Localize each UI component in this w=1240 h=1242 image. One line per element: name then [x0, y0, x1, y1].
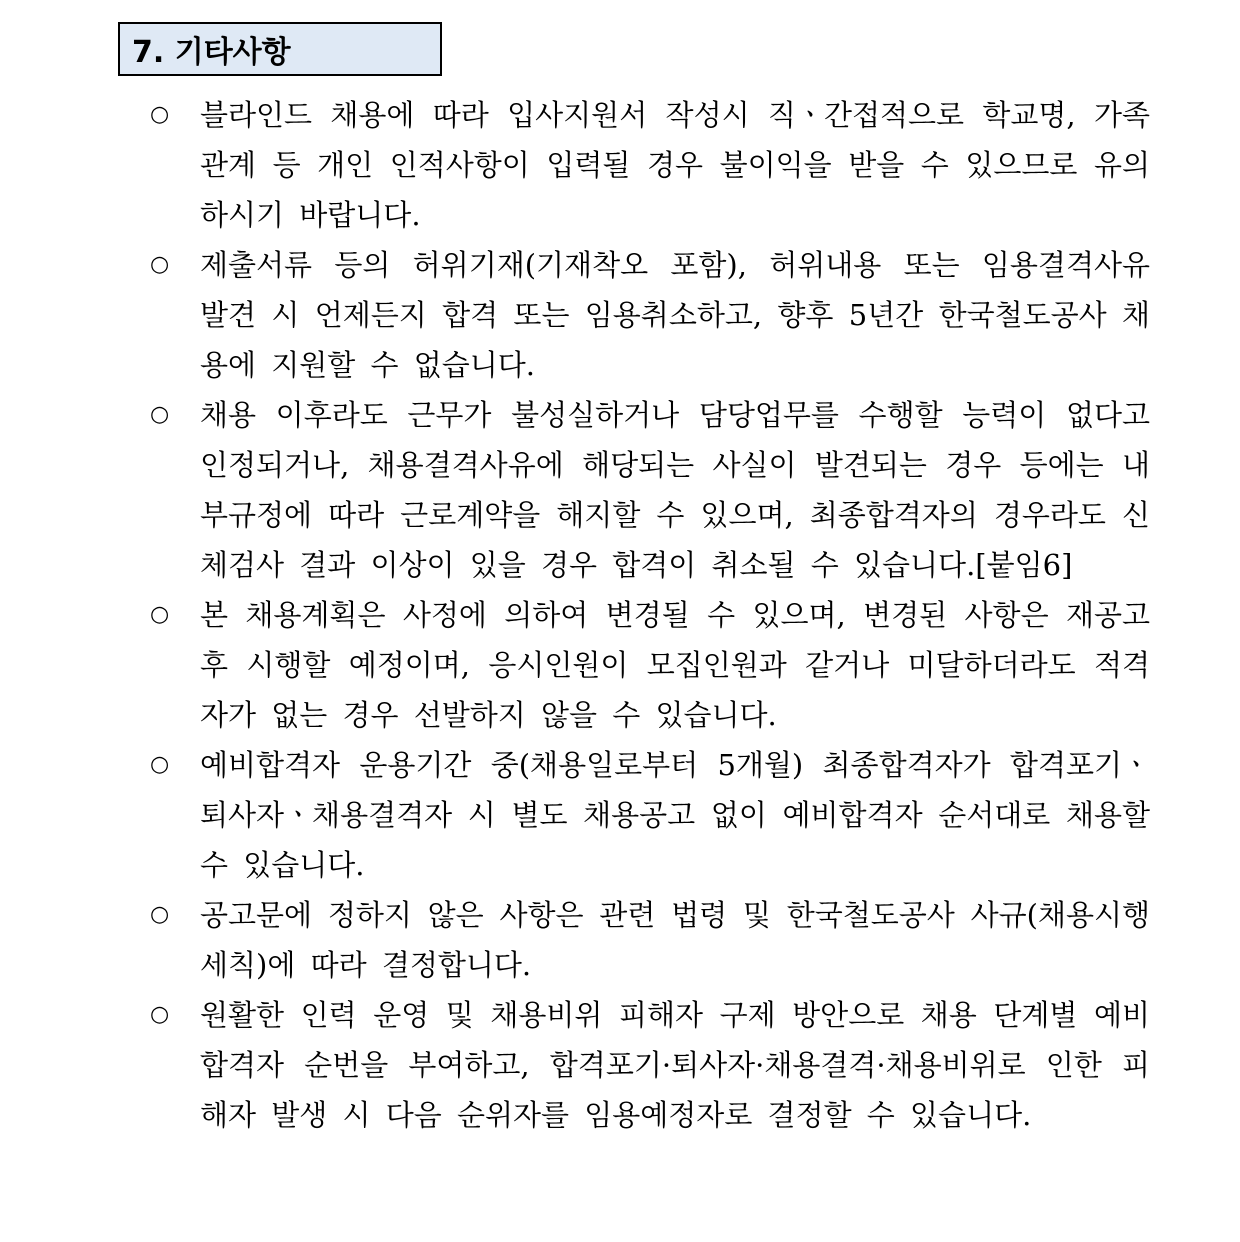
list-item — [150, 590, 1150, 740]
list-item-text: 예비합격자 운용기간 중(채용일로부터 5개월) 최종합격자가 합격포기ㆍ퇴사자ㆍ채용결격자 시 별도 채용공고 없이 예비합격자 순서대로 채용할 수 있습니다. — [200, 748, 1150, 882]
section-heading — [118, 22, 442, 76]
list-item — [150, 990, 1150, 1140]
section-heading-text: 7. 기타사항 — [132, 35, 291, 70]
circle-bullet-icon: ○ — [150, 402, 170, 427]
list-item-text: 제출서류 등의 허위기재(기재착오 포함), 허위내용 또는 임용결격사유 발견 시 언제든지 합격 또는 임용취소하고, 향후 5년간 한국철도공사 채용에 지원할 수 없습니다. — [200, 248, 1150, 382]
list-item-text: 채용 이후라도 근무가 불성실하거나 담당업무를 수행할 능력이 없다고 인정되거나, 채용결격사유에 해당되는 사실이 발견되는 경우 등에는 내부규정에 따라 근로계약을 해지할 수 있으며, 최종합격자의 경우라도 신체검사 결과 이상이 있을 경우 합격이 취소될 수 있습니다.[붙임6] — [200, 398, 1150, 582]
list-item-text: 원활한 인력 운영 및 채용비위 피해자 구제 방안으로 채용 단계별 예비합격자 순번을 부여하고, 합격포기·퇴사자·채용결격·채용비위로 인한 피해자 발생 시 다음 순위자를 임용예정자로 결정할 수 있습니다. — [200, 998, 1150, 1132]
list-item — [150, 740, 1150, 890]
list-item — [150, 90, 1150, 240]
circle-bullet-icon: ○ — [150, 752, 170, 777]
list-item — [150, 890, 1150, 990]
notice-list — [150, 90, 1150, 1140]
circle-bullet-icon: ○ — [150, 602, 170, 627]
list-item — [150, 240, 1150, 390]
list-item — [150, 390, 1150, 590]
list-item-text: 블라인드 채용에 따라 입사지원서 작성시 직ㆍ간접적으로 학교명, 가족관계 등 개인 인적사항이 입력될 경우 불이익을 받을 수 있으므로 유의하시기 바랍니다. — [200, 98, 1150, 232]
circle-bullet-icon: ○ — [150, 102, 170, 127]
list-item-text: 본 채용계획은 사정에 의하여 변경될 수 있으며, 변경된 사항은 재공고 후 시행할 예정이며, 응시인원이 모집인원과 같거나 미달하더라도 적격자가 없는 경우 선발하지 않을 수 있습니다. — [200, 598, 1150, 732]
circle-bullet-icon: ○ — [150, 252, 170, 277]
circle-bullet-icon: ○ — [150, 1002, 170, 1027]
list-item-text: 공고문에 정하지 않은 사항은 관련 법령 및 한국철도공사 사규(채용시행세칙)에 따라 결정합니다. — [200, 898, 1150, 982]
circle-bullet-icon: ○ — [150, 902, 170, 927]
